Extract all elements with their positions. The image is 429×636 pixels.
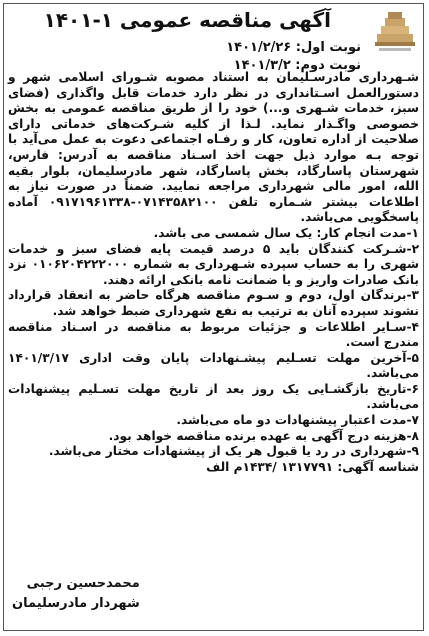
ad-code: شناسه آگهی: ۱۳۱۷۷۹۱ /۱۴۳۴م الف (206, 459, 419, 474)
condition-item: ۳-برندگان اول، دوم و سـوم مناقصه هرگاه حاضر به انعقاد قرارداد نشوند سپرده آنان به ترتیب به نفع شهرداری ضبط خواهد شد. (8, 288, 419, 318)
condition-item: ۶-تاریخ بازگشـایی یک روز بعد از تاریخ مهلت تسـلیم پیشنهادات می‌باشد. (8, 381, 419, 412)
condition-item: ۴-سـایر اطلاعات و جزئیات مربوط به مناقصه در اسـناد مناقصه مندرج است. (8, 319, 419, 350)
first-publication-date: نوبت اول: ۱۴۰۱/۲/۲۶ (226, 40, 361, 55)
notice-body (8, 70, 419, 475)
intro-paragraph: شـهرداری مادرسـلیمان به استناد مصوبه شـورای اسلامی شهر و دستورالعمل اسـتانداری در نظر دارد خدمات قابل واگذاری (فضای سبز، خدمات شـهری و...) خود را از طریق مناقصه عمومی به بخش خصوصی واگـذار نماید. لـذا از کلیه شـرکت‌های خدماتی دارای صلاحیت از اداره تعاون، کار و رفـاه اجتماعی دعوت به عمل می‌آید با توجه بـه موارد ذیل جهت اخذ اسـناد مناقصه به آدرس: فارس، شهرستان پاسارگاد، بخش پاسارگاد، شهر مادرسلیمان، بلوار بقیه الله، امور مالی شهرداری مراجعه نمایید. ضمناً در صورت نیاز به اطلاعات بیشتر شـماره تلفن ۰۷۱۴۳۵۸۲۱۰۰-۰۹۱۷۱۹۶۱۳۳۸ آماده پاسخگویی می‌باشد. (8, 70, 419, 225)
condition-item: ۲-شـرکت کنندگان باید ۵ درصد قیمت پایه فضای سبز و خدمات شهری را به حساب سپرده شـهرداری به شماره ۰۱۰۶۲۰۴۲۲۲۰۰۰ نزد بانک صادرات واریز و یا ضمانت نامه بانکی ارائه دهند. (8, 241, 420, 287)
municipality-logo (371, 8, 419, 54)
second-publication-date: نوبت دوم: ۱۴۰۱/۳/۲ (233, 58, 361, 73)
header (8, 6, 421, 73)
condition-item: ۷-مدت اعتبار پیشنهادات دو ماه می‌باشد. (176, 413, 419, 428)
notice-title: آگهی مناقصه عمومی ۱-۱۴۰۱ (43, 8, 331, 32)
condition-item: ۵-آخرین مهلت تسـلیم پیشـنهادات پایان وقت اداری ۱۴۰۱/۳/۱۷ می‌باشد. (8, 350, 419, 381)
condition-item: ۹-شهرداری در رد یا قبول هر یک از پیشنهادات مختار می‌باشد. (48, 444, 419, 459)
condition-item: ۸-هزینه درج آگهی به عهده برنده مناقصه خواهد بود. (108, 428, 419, 443)
signatory-role: شهردار مادرسلیمان (12, 596, 140, 611)
signatory-name: محمدحسین رجبی (26, 576, 140, 591)
signature-block (12, 574, 140, 614)
condition-item: ۱-مدت انجام کار: یک سال شمسی می باشد. (153, 225, 419, 240)
